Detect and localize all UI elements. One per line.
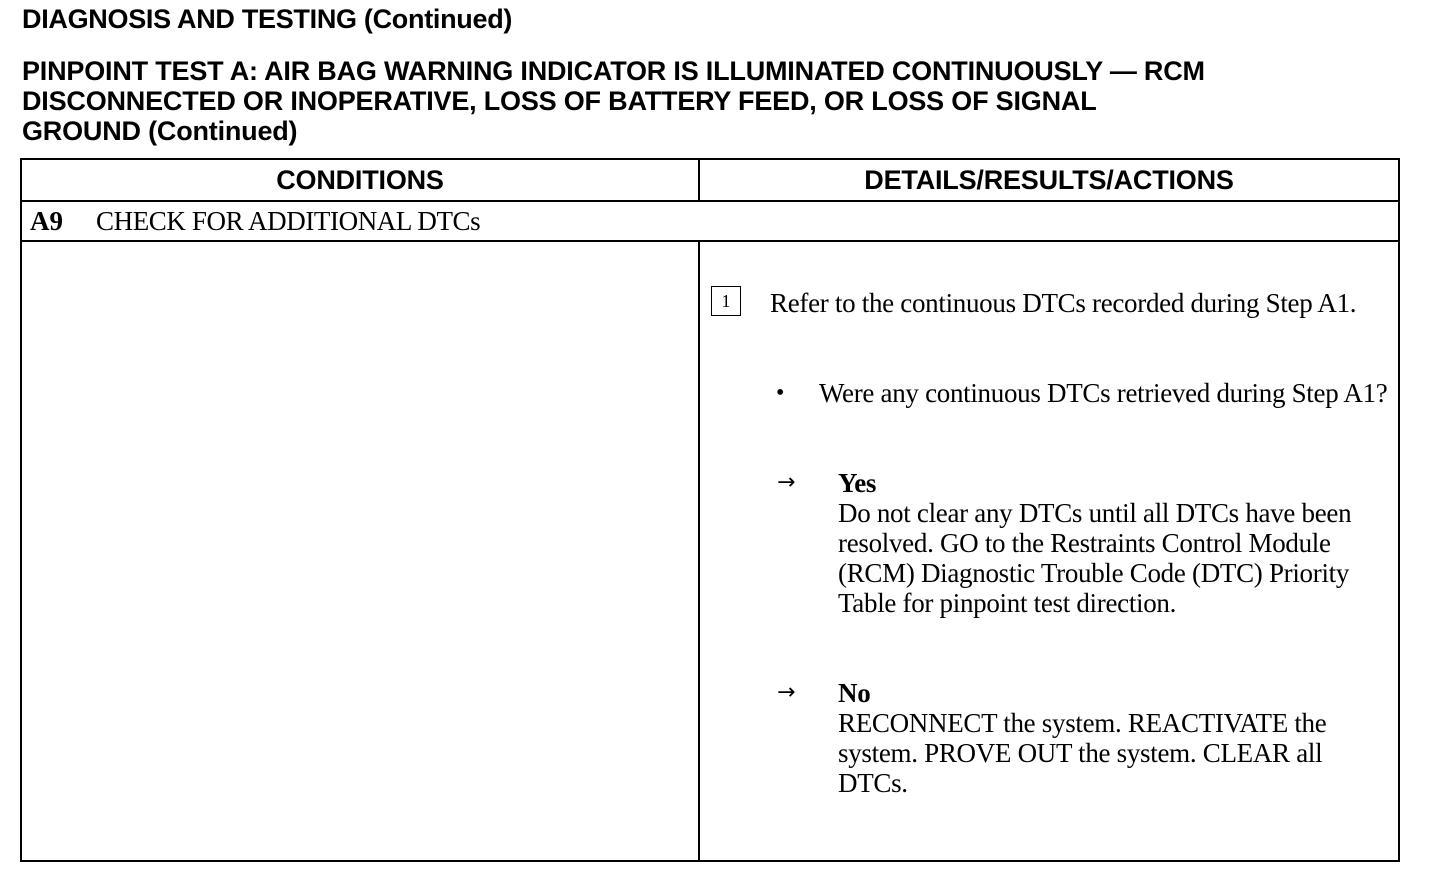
arrow-right-icon: → [777,680,796,705]
no-label: No [838,678,871,708]
instruction-text: Refer to the continuous DTCs recorded during Step A1. [770,288,1357,318]
question-text: Were any continuous DTCs retrieved during Step A1? [819,378,1388,408]
pinpoint-test-title [22,56,1422,146]
step-title: CHECK FOR ADDITIONAL DTCs [96,206,481,236]
yes-label: Yes [838,468,877,498]
conditions-cell [22,242,698,862]
substep-number-box: 1 [711,286,741,316]
details-column-header: DETAILS/RESULTS/ACTIONS [864,164,1234,195]
arrow-right-icon: → [777,470,796,495]
yes-result [838,468,1388,618]
step-number: A9 [30,206,63,236]
no-action-text: RECONNECT the system. REACTIVATE the system. PROVE OUT the system. CLEAR all DTCs. [838,708,1327,798]
section-title: DIAGNOSIS AND TESTING (Continued) [22,4,513,34]
conditions-column-header: CONDITIONS [22,160,700,200]
column-divider [698,242,700,862]
table-header-row [22,160,1398,202]
pinpoint-test-table [20,158,1400,862]
step-heading-row [22,202,1398,242]
yes-action-text: Do not clear any DTCs until all DTCs have been resolved. GO to the Restraints Control Module (RCM) Diagnostic Trouble Code (DTC) Priority Table for pinpoint test direction. [838,498,1352,618]
no-result [838,678,1388,798]
test-title-line-2: DISCONNECTED OR INOPERATIVE, LOSS OF BATTERY FEED, OR LOSS OF SIGNAL [22,86,1097,116]
bullet-icon: • [776,380,785,406]
test-title-line-1: PINPOINT TEST A: AIR BAG WARNING INDICATOR IS ILLUMINATED CONTINUOUSLY — RCM [22,56,1205,86]
test-title-line-3: GROUND (Continued) [22,116,298,146]
